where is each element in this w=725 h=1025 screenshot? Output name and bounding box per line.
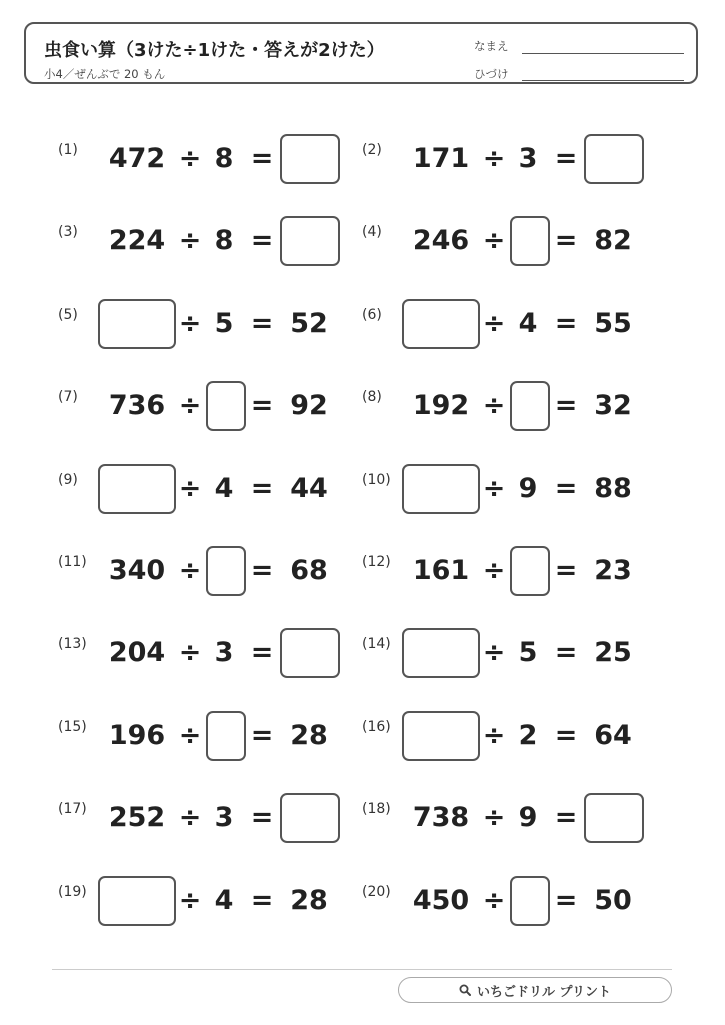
answer-box[interactable]	[206, 711, 246, 761]
quotient: 68	[290, 555, 328, 586]
answer-box[interactable]	[280, 134, 340, 184]
equals-sign: =	[250, 555, 274, 586]
problem-number: (7)	[58, 389, 78, 405]
problem-item	[58, 793, 368, 847]
divisor: 3	[518, 143, 538, 174]
divisor: 8	[214, 225, 234, 256]
quotient: 50	[594, 885, 632, 916]
search-icon	[459, 984, 471, 996]
equals-sign: =	[250, 143, 274, 174]
answer-box[interactable]	[510, 876, 550, 926]
equals-sign: =	[554, 637, 578, 668]
equals-sign: =	[554, 885, 578, 916]
equals-sign: =	[250, 802, 274, 833]
page-subtitle: 小4／ぜんぶで 20 もん	[44, 67, 166, 81]
footer-divider	[52, 969, 672, 970]
dividend: 340	[108, 555, 166, 586]
equals-sign: =	[250, 885, 274, 916]
quotient: 92	[290, 390, 328, 421]
dividend: 171	[412, 143, 470, 174]
divisor: 2	[518, 720, 538, 751]
problem-number: (6)	[362, 307, 382, 323]
quotient: 28	[290, 885, 328, 916]
divide-sign: ÷	[482, 143, 506, 174]
problem-number: (8)	[362, 389, 382, 405]
divisor: 3	[214, 637, 234, 668]
quotient: 52	[290, 308, 328, 339]
problem-number: (14)	[362, 636, 391, 652]
dividend: 736	[108, 390, 166, 421]
answer-box[interactable]	[510, 216, 550, 266]
divisor: 5	[214, 308, 234, 339]
equals-sign: =	[554, 225, 578, 256]
equals-sign: =	[250, 637, 274, 668]
problem-item	[362, 876, 672, 930]
problem-item	[58, 876, 368, 930]
problem-item	[362, 546, 672, 600]
equals-sign: =	[250, 473, 274, 504]
divisor: 4	[214, 885, 234, 916]
divide-sign: ÷	[482, 802, 506, 833]
divide-sign: ÷	[482, 720, 506, 751]
equals-sign: =	[554, 720, 578, 751]
dividend: 224	[108, 225, 166, 256]
problem-item	[58, 628, 368, 682]
divide-sign: ÷	[482, 637, 506, 668]
problem-number: (18)	[362, 801, 391, 817]
problem-number: (12)	[362, 554, 391, 570]
name-field[interactable]	[522, 53, 684, 54]
problem-number: (15)	[58, 719, 87, 735]
dividend: 738	[412, 802, 470, 833]
brand-badge	[398, 977, 672, 1003]
problem-number: (13)	[58, 636, 87, 652]
equals-sign: =	[554, 308, 578, 339]
quotient: 25	[594, 637, 632, 668]
problem-number: (5)	[58, 307, 78, 323]
divide-sign: ÷	[178, 555, 202, 586]
divide-sign: ÷	[482, 473, 506, 504]
divide-sign: ÷	[178, 885, 202, 916]
dividend: 472	[108, 143, 166, 174]
divide-sign: ÷	[178, 473, 202, 504]
problem-item	[362, 299, 672, 353]
page-title: 虫食い算（3けた÷1けた・答えが2けた）	[44, 40, 385, 61]
problem-item	[362, 628, 672, 682]
problem-item	[58, 381, 368, 435]
quotient: 32	[594, 390, 632, 421]
quotient: 64	[594, 720, 632, 751]
problem-number: (20)	[362, 884, 391, 900]
quotient: 88	[594, 473, 632, 504]
date-field[interactable]	[522, 80, 684, 81]
problem-number: (4)	[362, 224, 382, 240]
equals-sign: =	[250, 225, 274, 256]
divisor: 5	[518, 637, 538, 668]
equals-sign: =	[554, 473, 578, 504]
answer-box[interactable]	[98, 464, 176, 514]
equals-sign: =	[554, 555, 578, 586]
divide-sign: ÷	[178, 802, 202, 833]
problem-item	[58, 711, 368, 765]
problem-number: (17)	[58, 801, 87, 817]
problem-number: (1)	[58, 142, 78, 158]
quotient: 55	[594, 308, 632, 339]
problem-number: (11)	[58, 554, 87, 570]
problem-item	[58, 134, 368, 188]
divide-sign: ÷	[178, 720, 202, 751]
divisor: 8	[214, 143, 234, 174]
dividend: 204	[108, 637, 166, 668]
dividend: 450	[412, 885, 470, 916]
answer-box[interactable]	[206, 381, 246, 431]
answer-box[interactable]	[206, 546, 246, 596]
problem-item	[58, 216, 368, 270]
quotient: 44	[290, 473, 328, 504]
divide-sign: ÷	[178, 308, 202, 339]
divisor: 4	[214, 473, 234, 504]
answer-box[interactable]	[402, 711, 480, 761]
dividend: 246	[412, 225, 470, 256]
equals-sign: =	[554, 390, 578, 421]
problem-item	[58, 299, 368, 353]
divide-sign: ÷	[178, 143, 202, 174]
equals-sign: =	[250, 390, 274, 421]
problem-item	[362, 216, 672, 270]
date-label: ひづけ	[474, 67, 509, 81]
divide-sign: ÷	[482, 555, 506, 586]
problem-number: (16)	[362, 719, 391, 735]
equals-sign: =	[250, 308, 274, 339]
dividend: 192	[412, 390, 470, 421]
problem-number: (9)	[58, 472, 78, 488]
problem-item	[58, 546, 368, 600]
answer-box[interactable]	[584, 134, 644, 184]
dividend: 196	[108, 720, 166, 751]
problem-number: (10)	[362, 472, 391, 488]
answer-box[interactable]	[280, 216, 340, 266]
answer-box[interactable]	[280, 793, 340, 843]
problem-number: (19)	[58, 884, 87, 900]
problem-item	[362, 464, 672, 518]
divide-sign: ÷	[482, 308, 506, 339]
answer-box[interactable]	[402, 464, 480, 514]
quotient: 23	[594, 555, 632, 586]
answer-box[interactable]	[510, 381, 550, 431]
worksheet-header	[24, 22, 698, 84]
divide-sign: ÷	[482, 390, 506, 421]
answer-box[interactable]	[98, 876, 176, 926]
problem-number: (2)	[362, 142, 382, 158]
equals-sign: =	[554, 143, 578, 174]
answer-box[interactable]	[402, 299, 480, 349]
problem-item	[362, 381, 672, 435]
brand-label: いちごドリル プリント	[476, 984, 611, 1000]
problem-item	[362, 134, 672, 188]
divide-sign: ÷	[178, 390, 202, 421]
equals-sign: =	[554, 802, 578, 833]
problem-number: (3)	[58, 224, 78, 240]
quotient: 28	[290, 720, 328, 751]
dividend: 161	[412, 555, 470, 586]
divide-sign: ÷	[482, 885, 506, 916]
answer-box[interactable]	[402, 628, 480, 678]
divide-sign: ÷	[178, 225, 202, 256]
divisor: 9	[518, 802, 538, 833]
divide-sign: ÷	[178, 637, 202, 668]
divisor: 3	[214, 802, 234, 833]
answer-box[interactable]	[280, 628, 340, 678]
answer-box[interactable]	[98, 299, 176, 349]
dividend: 252	[108, 802, 166, 833]
divisor: 4	[518, 308, 538, 339]
divide-sign: ÷	[482, 225, 506, 256]
quotient: 82	[594, 225, 632, 256]
answer-box[interactable]	[584, 793, 644, 843]
divisor: 9	[518, 473, 538, 504]
name-label: なまえ	[474, 39, 509, 53]
equals-sign: =	[250, 720, 274, 751]
problem-item	[362, 793, 672, 847]
problem-item	[362, 711, 672, 765]
problem-item	[58, 464, 368, 518]
answer-box[interactable]	[510, 546, 550, 596]
